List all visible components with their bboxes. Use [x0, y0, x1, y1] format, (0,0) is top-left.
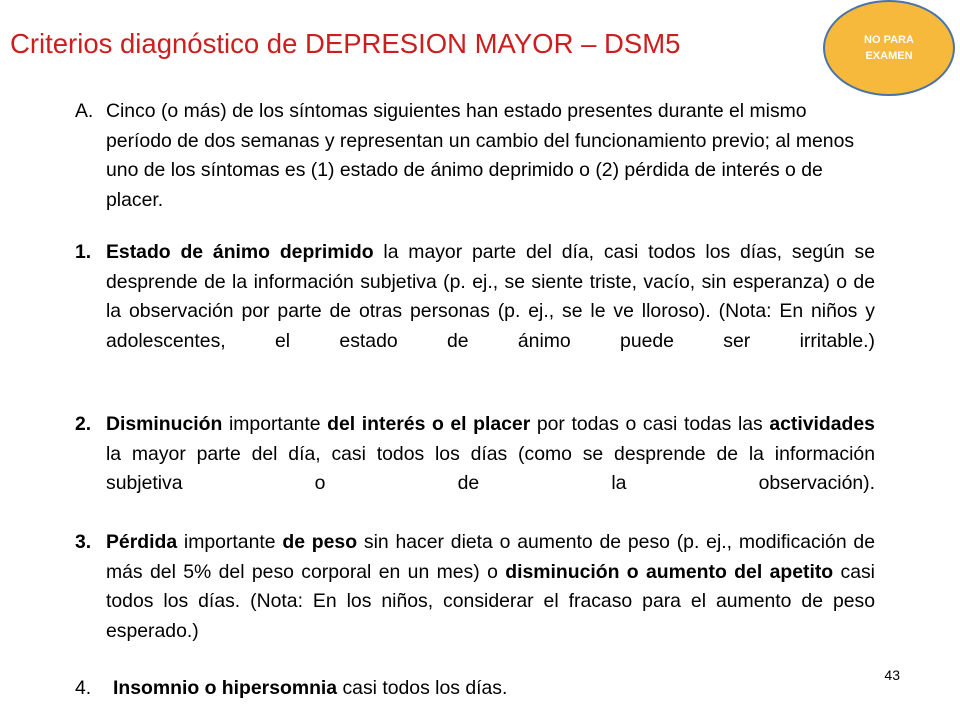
symptom-3-keyword-3: disminución o aumento del apetito: [505, 560, 834, 583]
symptom-3-keyword-2: de peso: [282, 531, 358, 553]
badge-line-2: EXAMEN: [865, 50, 913, 62]
criterion-a-text: Cinco (o más) de los síntomas siguientes han estado presentes durante el mismo período de dos semanas y representan un cambio del funcionamiento previo; al menos uno de los síntomas es (1) estado de ánimo deprimido o (2) pérdida de interés o de placer.: [106, 100, 855, 212]
symptom-2-text: [106, 410, 875, 529]
slide-title: Criterios diagnóstico de DEPRESION MAYOR – DSM5: [10, 28, 681, 59]
symptom-3-text: [106, 528, 875, 677]
criterion-a: [75, 97, 875, 216]
symptom-2: [75, 410, 875, 529]
symptom-2-keyword-2: del interés o el placer: [327, 413, 531, 435]
symptom-2-text-2: por todas o casi todas las: [530, 413, 770, 435]
symptom-4-description: casi todos los días.: [337, 677, 508, 699]
symptom-4-keyword: Insomnio o hipersomnia: [113, 677, 338, 699]
symptom-3-text-2: sin hacer dieta o aumento de peso (p. ej., modificación de más del 5% del peso corporal en un mes) o: [106, 531, 875, 583]
symptom-1-number: 1.: [75, 241, 92, 263]
symptom-1-description: la mayor parte del día, casi todos los días, según se desprende de la información subjetiva (p. ej., se siente triste, vacío, sin esperanza) o de la observación por parte de otras personas (p. ej., se le ve lloroso). (Nota: En niños y adolescentes, el estado de ánimo puede ser irritable.): [106, 241, 875, 353]
page-number: 43: [884, 667, 900, 683]
symptom-3-number: 3.: [75, 531, 92, 553]
symptom-3-text-1: importante: [177, 531, 283, 553]
symptom-2-text-3: la mayor parte del día, casi todos los días (como se desprende de la información subjetiva o de la observación).: [106, 442, 875, 495]
symptom-1-text: [106, 238, 875, 387]
symptom-4-text: [113, 674, 875, 704]
symptom-2-text-1: importante: [222, 413, 328, 435]
symptom-4-number: 4.: [75, 677, 92, 699]
badge-line-1: NO PARA: [864, 34, 914, 46]
symptom-2-number: 2.: [75, 413, 92, 435]
symptom-3-text-3: casi todos los días. (Nota: En los niños, considerar el fracaso para el aumento de peso esperado.): [106, 560, 875, 643]
criterion-a-label: A.: [75, 100, 94, 122]
symptom-2-keyword-3: actividades: [769, 413, 875, 435]
symptom-2-keyword-1: Disminución: [106, 413, 223, 435]
not-for-exam-badge: [823, 0, 955, 96]
symptom-1: [75, 238, 875, 387]
symptom-3-keyword-1: Pérdida: [106, 531, 178, 553]
symptom-1-keyword: Estado de ánimo deprimido: [106, 241, 374, 263]
symptom-4: [75, 674, 875, 704]
symptom-3: [75, 528, 875, 677]
